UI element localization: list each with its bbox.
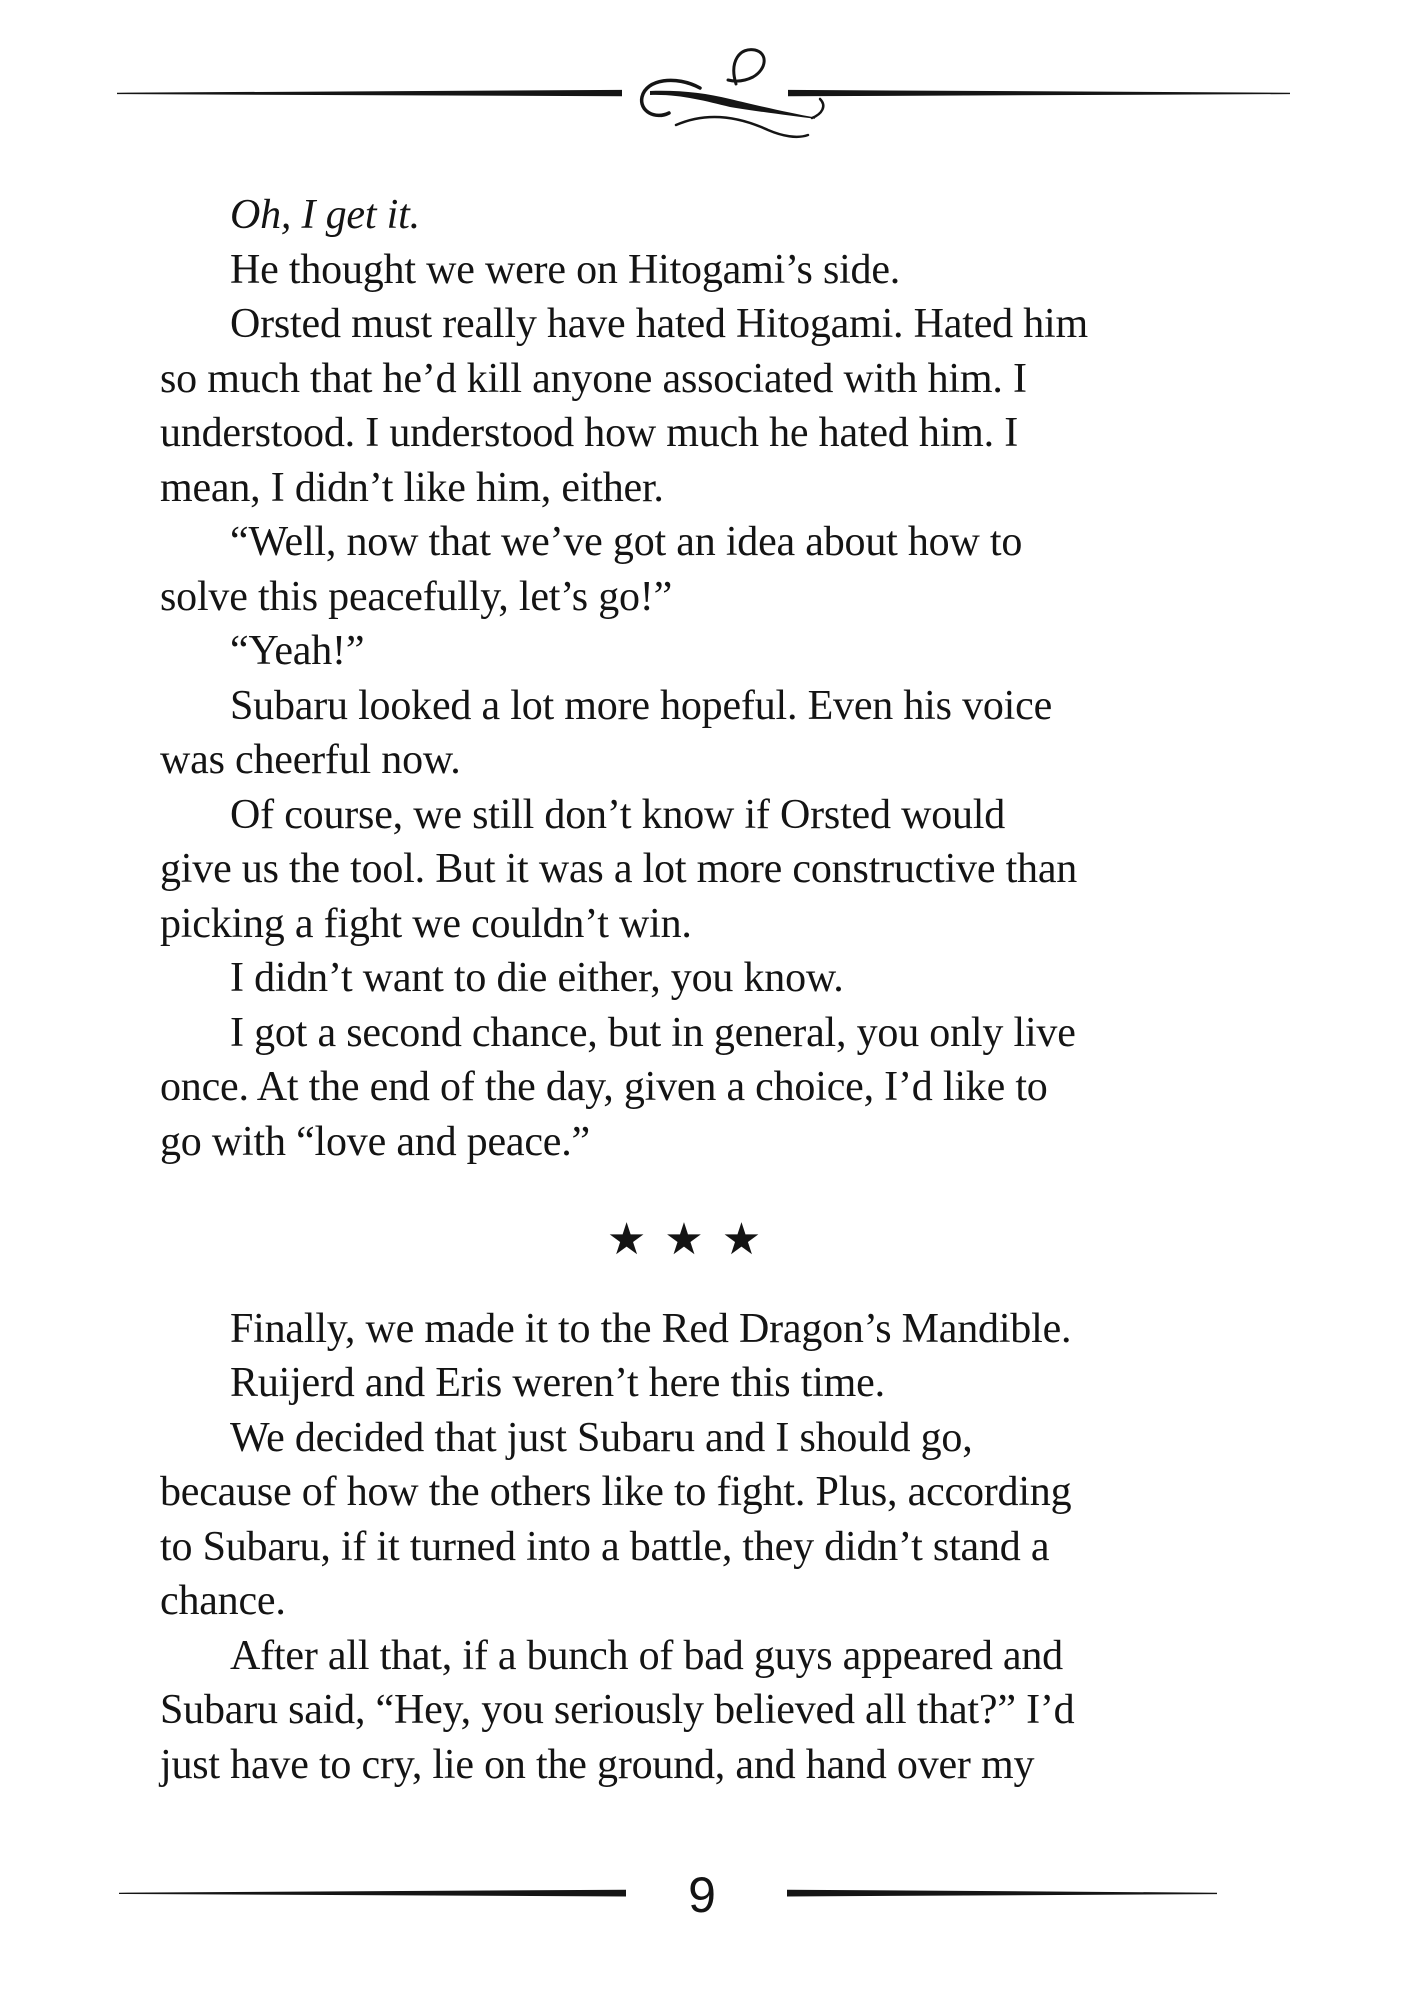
text-line: Finally, we made it to the Red Dragon’s Mandible. (230, 1305, 1072, 1352)
flourish-under-curve-icon (676, 117, 808, 137)
footer-rule-right (787, 1890, 1217, 1897)
text-line: chance. (160, 1578, 286, 1624)
text-line: Of course, we still don’t know if Orsted would (230, 791, 1006, 838)
text-line: “Well, now that we’ve got an idea about how to (230, 519, 1023, 565)
text-line: to Subaru, if it turned into a battle, they didn’t stand a (160, 1523, 1050, 1570)
flourish-tail-icon (812, 99, 823, 118)
text-line: understood. I understood how much he hated him. I (160, 410, 1019, 456)
text-line: picking a fight we couldn’t win. (160, 900, 692, 947)
footer-rule-left (119, 1890, 626, 1897)
text-line: Subaru said, “Hey, you seriously believed all that?” I’d (160, 1687, 1075, 1733)
text-line: once. At the end of the day, given a choice, I’d like to (160, 1064, 1048, 1110)
header-rule-left (117, 90, 622, 96)
text-line: go with “love and peace.” (160, 1118, 590, 1165)
text-line: Subaru looked a lot more hopeful. Even his voice (230, 682, 1053, 729)
text-line: give us the tool. But it was a lot more constructive than (160, 846, 1078, 892)
page-number: 9 (688, 1867, 716, 1923)
header-divider-ornament (117, 50, 1290, 137)
text-line: We decided that just Subaru and I should go, (230, 1414, 973, 1461)
scene-break-stars: ★ ★ ★ (606, 1214, 764, 1265)
text-line: “Yeah!” (230, 628, 365, 674)
text-line: After all that, if a bunch of bad guys appeared and (230, 1632, 1063, 1679)
text-line: was cheerful now. (160, 737, 461, 783)
text-line: just have to cry, lie on the ground, and hand over my (160, 1741, 1035, 1788)
text-line: solve this peacefully, let’s go!” (160, 573, 673, 620)
text-line: Oh, I get it. (230, 192, 420, 238)
flourish-top-loop-icon (728, 50, 764, 84)
text-line: so much that he’d kill anyone associated with him. I (160, 355, 1027, 402)
text-line: because of how the others like to fight. Plus, according (160, 1469, 1072, 1515)
text-block-before-scene-break (160, 188, 1210, 1169)
text-line: I got a second chance, but in general, you only live (230, 1009, 1076, 1056)
flourish-left-loop-icon (642, 80, 700, 115)
text-line: I didn’t want to die either, you know. (230, 955, 844, 1001)
page-text-column (160, 188, 1210, 1792)
text-line: mean, I didn’t like him, either. (160, 464, 664, 511)
text-line: He thought we were on Hitogami’s side. (230, 246, 901, 293)
text-line: Orsted must really have hated Hitogami. Hated him (230, 301, 1088, 347)
header-rule-right (788, 90, 1290, 96)
text-line: Ruijerd and Eris weren’t here this time. (230, 1360, 885, 1406)
text-block-after-scene-break (160, 1302, 1210, 1793)
flourish-main-swash-icon (650, 91, 815, 119)
